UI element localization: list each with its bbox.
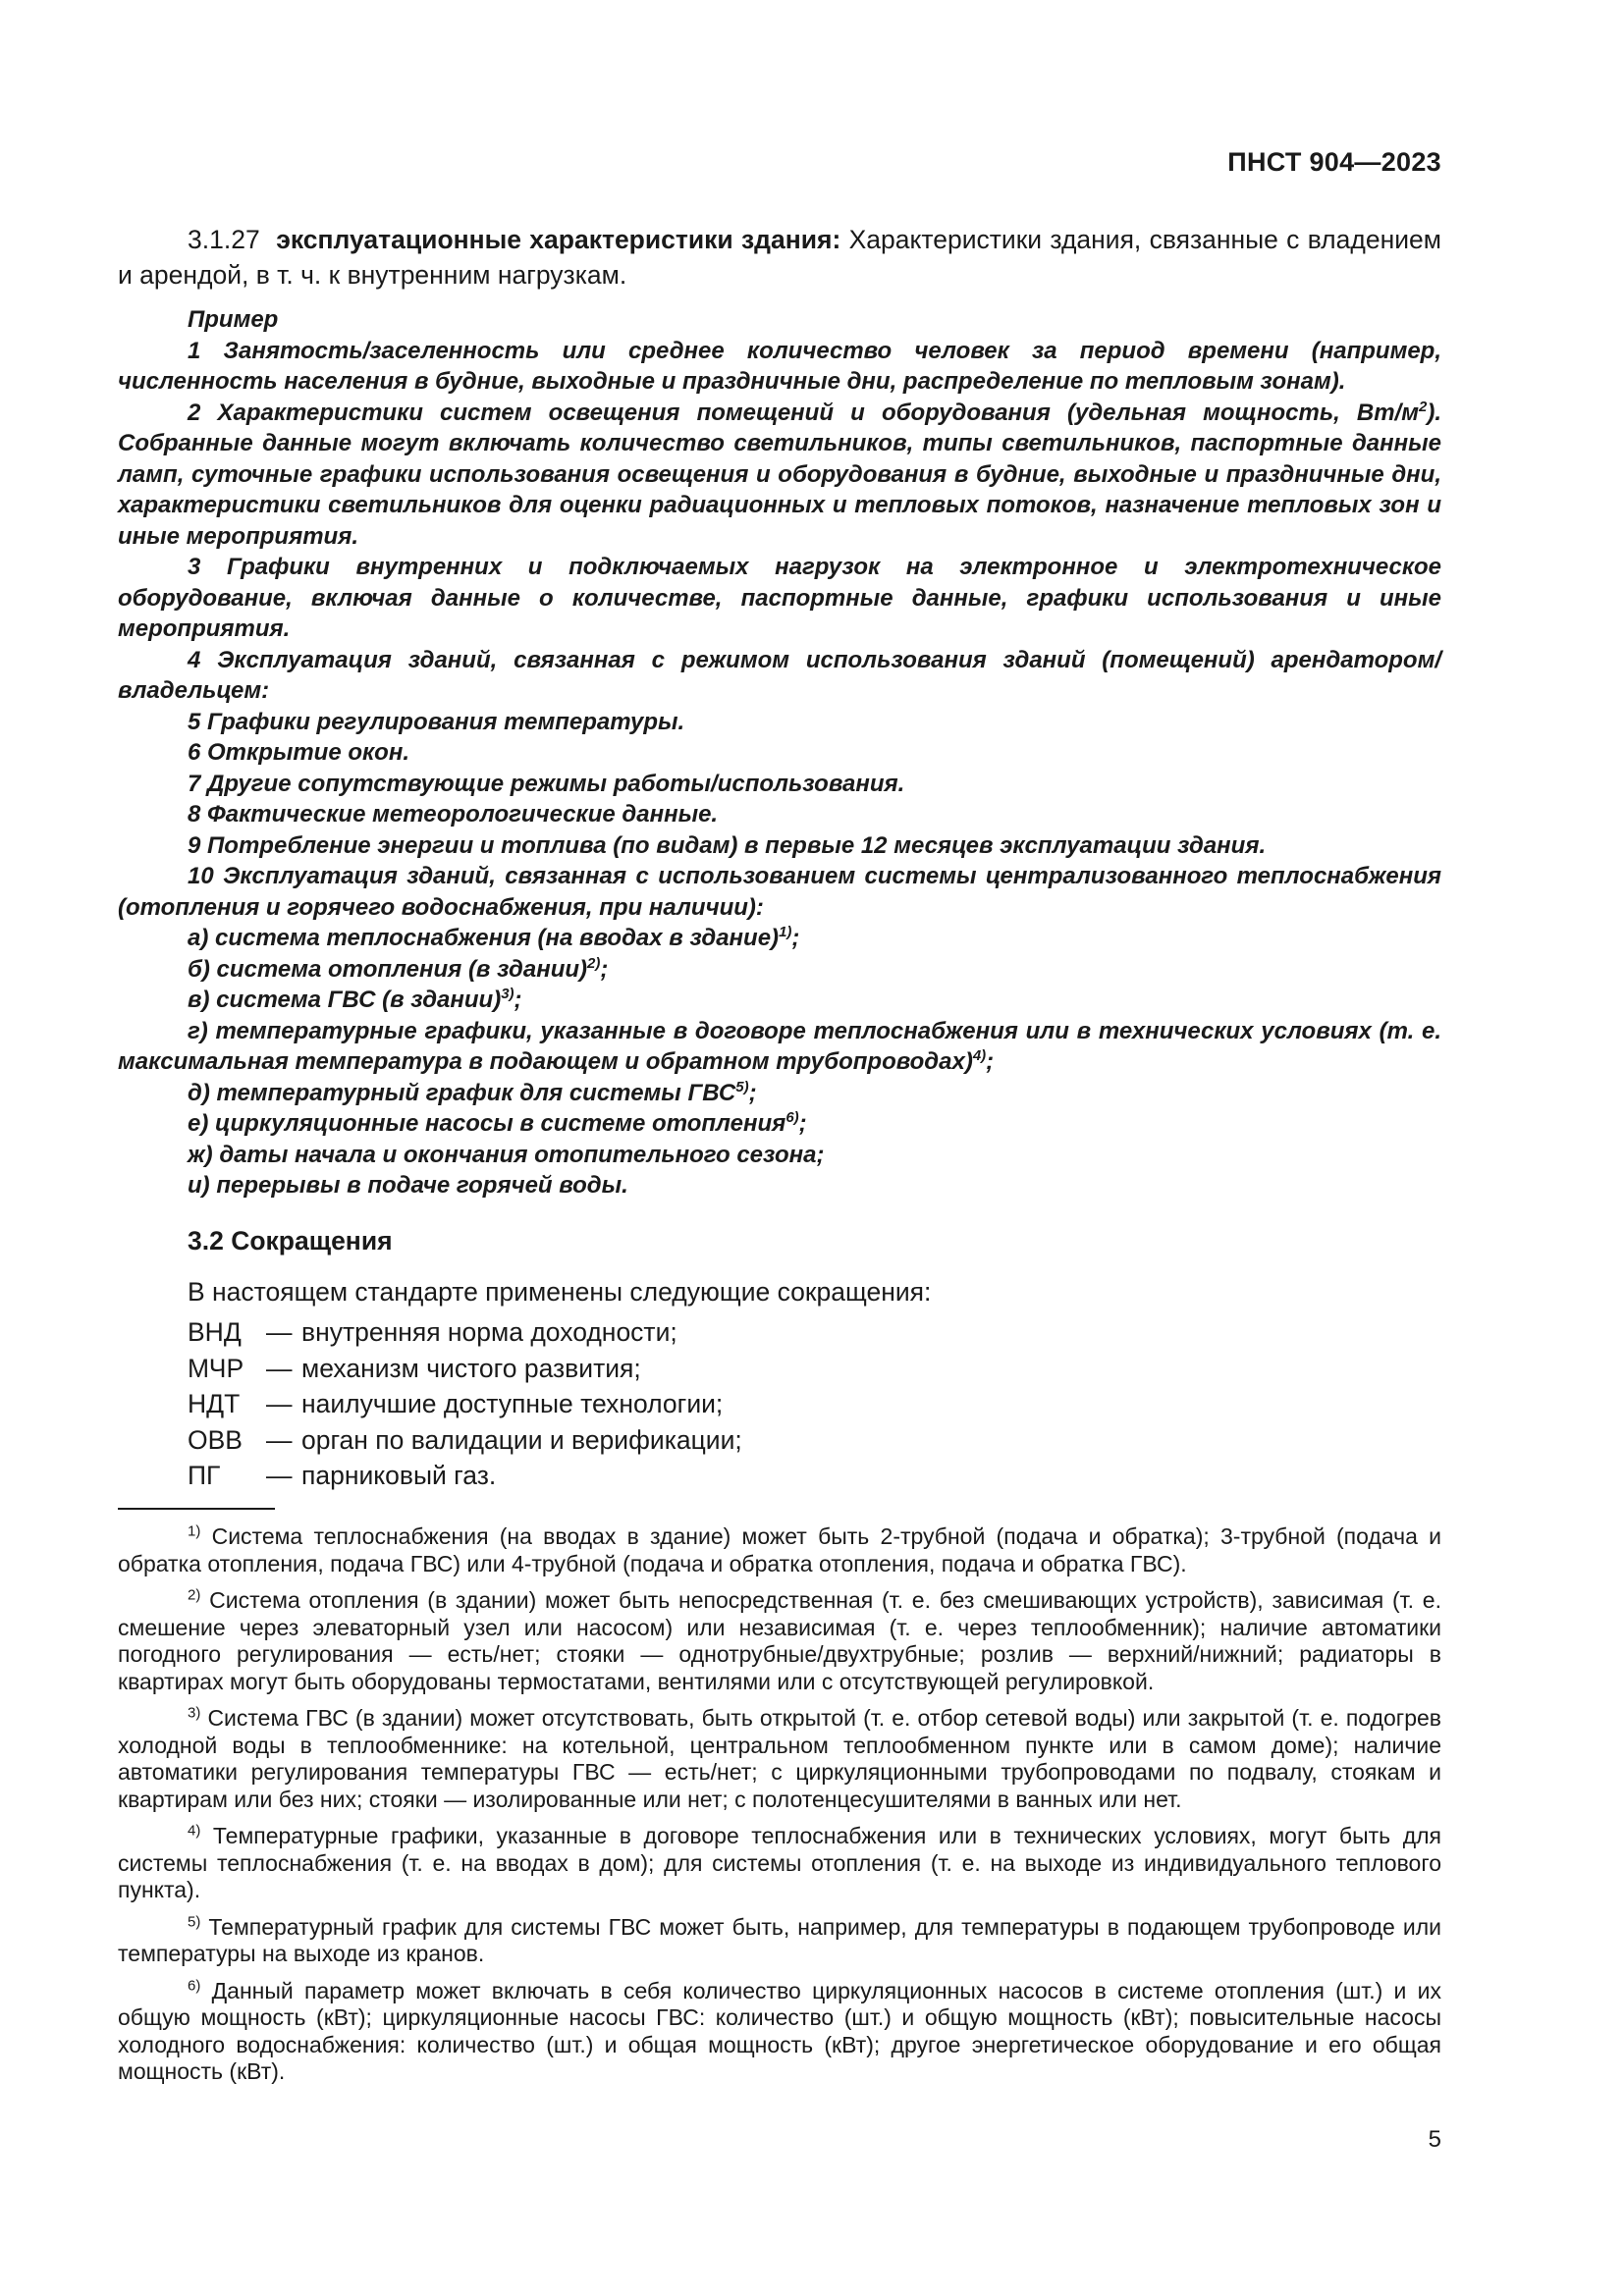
abbreviation-code: ВНД — [188, 1317, 242, 1348]
abbreviation-dash: — — [266, 1461, 293, 1491]
footnote — [118, 1914, 1441, 1968]
term-definition: Характеристики здания, связанные с владением и арендой, в т. ч. к внутренним нагрузкам. — [118, 225, 1441, 290]
example-10: 10 Эксплуатация зданий, связанная с использованием системы централизованного теплоснабжения (отопления и горячего водоснабжения, при наличии): — [118, 863, 1441, 921]
example-2-text: 2 Характеристики систем освещения помещений и оборудования (удельная мощность, Вт/м — [188, 399, 1419, 426]
punctuation: ; — [798, 1110, 807, 1137]
abbreviation-text: наилучшие доступные технологии; — [301, 1389, 724, 1419]
abbreviation-code: ПГ — [188, 1461, 221, 1491]
term-title: эксплуатационные характеристики здания: — [276, 225, 841, 254]
abbreviation-text: механизм чистого развития; — [301, 1353, 641, 1383]
section-title: 3.2 Сокращения — [188, 1225, 393, 1255]
footnote — [118, 1705, 1441, 1813]
footnote — [118, 1978, 1441, 2086]
abbreviation-dash: — — [266, 1353, 293, 1383]
footnote-mark: 6) — [188, 1976, 201, 1994]
example-10-b — [118, 954, 1441, 986]
example-4: 4 Эксплуатация зданий, связанная с режимом использования зданий (помещений) арендатором/владельцем: — [118, 646, 1441, 704]
page-number: 5 — [1428, 2126, 1441, 2153]
example-2-text-cont: ). Собранные данные могут включать количество светильников, типы светильников, паспортные данные ламп, суточные графики использования освещения и оборудования в будние, выходные и праздничные дни, характеристики светильников для оценки радиационных и тепловых потоков, назначение тепловых зон и иные мероприятия. — [118, 399, 1441, 550]
abbreviation-text: орган по валидации и верификации; — [301, 1424, 742, 1455]
example-3: 3 Графики внутренних и подключаемых нагрузок на электронное и электротехническое оборудование, включая данные о количестве, паспортные данные, графики использования и иные мероприятия. — [118, 554, 1441, 642]
sub-item-text: б) система отопления (в здании) — [188, 955, 588, 983]
term-entry — [118, 222, 1441, 293]
punctuation: ; — [514, 987, 522, 1013]
section-intro: В настоящем стандарте применены следующие сокращения: — [188, 1276, 932, 1307]
punctuation: ; — [791, 925, 800, 951]
example-10-e — [118, 1108, 1441, 1140]
example-2 — [118, 398, 1441, 553]
footnote-mark: 1) — [188, 1522, 201, 1540]
footnote-ref: 2) — [587, 954, 601, 972]
footnote-mark: 3) — [188, 1704, 201, 1722]
sub-item-text: е) циркуляционные насосы в системе отопления — [188, 1110, 786, 1137]
abbreviation-dash: — — [266, 1424, 293, 1455]
abbreviation-dash: — — [266, 1389, 293, 1419]
abbreviation-row — [188, 1387, 1441, 1423]
footnote-text: Температурные графики, указанные в договоре теплоснабжения или в технических условиях, могут быть для системы теплоснабжения (т. е. на вводах в дом); для системы отопления (т. е. на выходе из индивидуального теплового пункта). — [118, 1823, 1441, 1902]
abbreviation-row — [188, 1315, 1441, 1352]
example-1: 1 Занятость/заселенность или среднее количество человек за период времени (например, численность населения в будние, выходные и праздничные дни, распределение по тепловым зонам). — [118, 337, 1441, 395]
example-10-i: и) перерывы в подаче горячей воды. — [188, 1172, 628, 1199]
abbreviation-text: внутренняя норма доходности; — [301, 1317, 677, 1348]
footnote-ref: 3) — [501, 986, 514, 1002]
footnote — [118, 1523, 1441, 1577]
sub-item-text: в) система ГВС (в здании) — [188, 987, 502, 1013]
document-id-header: ПНСТ 904—2023 — [1227, 147, 1441, 177]
footnote-text: Система теплоснабжения (на вводах в здание) может быть 2-трубной (подача и обратка); 3-трубной (подача и обратка отопления, подача ГВС) или 4-трубной (подача и обратка отопления, подача и обратка ГВС). — [118, 1523, 1441, 1576]
abbreviation-row — [188, 1351, 1441, 1387]
term-number: 3.1.27 — [188, 225, 260, 254]
abbreviation-code: НДТ — [188, 1389, 241, 1419]
abbreviation-text: парниковый газ. — [301, 1461, 497, 1491]
abbreviation-code: МЧР — [188, 1353, 244, 1383]
footnote-ref: 6) — [785, 1109, 799, 1126]
punctuation: ; — [748, 1079, 757, 1106]
example-7: 7 Другие сопутствующие режимы работы/использования. — [188, 770, 905, 797]
page-body — [118, 222, 1441, 2096]
footnotes-block — [118, 1523, 1441, 2086]
footnote-mark: 4) — [188, 1822, 201, 1840]
footnote-text: Система отопления (в здании) может быть непосредственная (т. е. без смешивающих устройств), зависимая (т. е. смешение через элеваторный узел или насосом) или независимая (т. е. через теплообменник); наличие автоматики погодного регулирования — есть/нет; стояки — однотрубные/двухтрубные; розлив — верхний/нижний; радиаторы в квартирах могут быть оборудованы термостатами, вентилями или с отсутствующей регулировкой. — [118, 1587, 1441, 1694]
footnote-ref: 4) — [972, 1047, 987, 1064]
sub-item-text: г) температурные графики, указанные в договоре теплоснабжения или в технических условиях (т. е. максимальная температура в подающем и обратном трубопроводах) — [118, 1017, 1441, 1075]
footnote — [118, 1587, 1441, 1695]
example-10-v — [118, 985, 1441, 1016]
punctuation: ; — [600, 955, 609, 983]
superscript: 2 — [1418, 398, 1428, 415]
sub-item-text: д) температурный график для системы ГВС — [188, 1079, 736, 1106]
example-8: 8 Фактические метеорологические данные. — [188, 801, 719, 828]
example-10-g — [118, 1016, 1441, 1078]
example-10-d — [118, 1078, 1441, 1109]
footnote-mark: 5) — [188, 1912, 201, 1930]
example-9: 9 Потребление энергии и топлива (по видам) в первые 12 месяцев эксплуатации здания. — [188, 831, 1267, 859]
examples-block — [118, 304, 1441, 1201]
abbreviation-row — [188, 1459, 1441, 1495]
sub-item-text: а) система теплоснабжения (на вводах в здание) — [188, 925, 780, 951]
punctuation: ; — [986, 1048, 995, 1075]
examples-label: Пример — [188, 306, 279, 333]
footnote-text: Данный параметр может включать в себя количество циркуляционных насосов в системе отопления (шт.) и их общую мощность (кВт); циркуляционные насосы ГВС: количество (шт.) и общую мощность (кВт); повысительные насосы холодного водоснабжения: количество (шт.) и общая мощность (кВт); другое энергетическое оборудование и его общая мощность (кВт). — [118, 1977, 1441, 2084]
footnote-text: Система ГВС (в здании) может отсутствовать, быть открытой (т. е. отбор сетевой воды) или закрытой (т. е. подогрев холодной воды в теплообменнике: на котельной, центральном теплообменном пункте или в самом доме); наличие автоматики регулирования температуры ГВС — есть/нет; с циркуляционными трубопроводами по подвалу, стоякам и квартирам или без них; стояки — изолированные или нет; с полотенцесушителями в ванных или нет. — [118, 1705, 1441, 1812]
example-5: 5 Графики регулирования температуры. — [188, 708, 685, 735]
footnote — [118, 1823, 1441, 1904]
abbreviation-list — [188, 1315, 1441, 1495]
abbreviation-dash: — — [266, 1317, 293, 1348]
example-10-zh: ж) даты начала и окончания отопительного сезона; — [188, 1141, 825, 1168]
footnote-ref: 1) — [779, 924, 792, 940]
footnote-text: Температурный график для системы ГВС может быть, например, для температуры в подающем трубопроводе или температуры на выходе из кранов. — [118, 1913, 1441, 1966]
abbreviation-code: ОВВ — [188, 1424, 243, 1455]
example-10-a — [118, 923, 1441, 954]
abbreviation-row — [188, 1422, 1441, 1459]
footnote-divider — [118, 1508, 275, 1510]
footnote-ref: 5) — [735, 1078, 749, 1095]
footnote-mark: 2) — [188, 1586, 201, 1604]
example-6: 6 Открытие окон. — [188, 739, 410, 766]
